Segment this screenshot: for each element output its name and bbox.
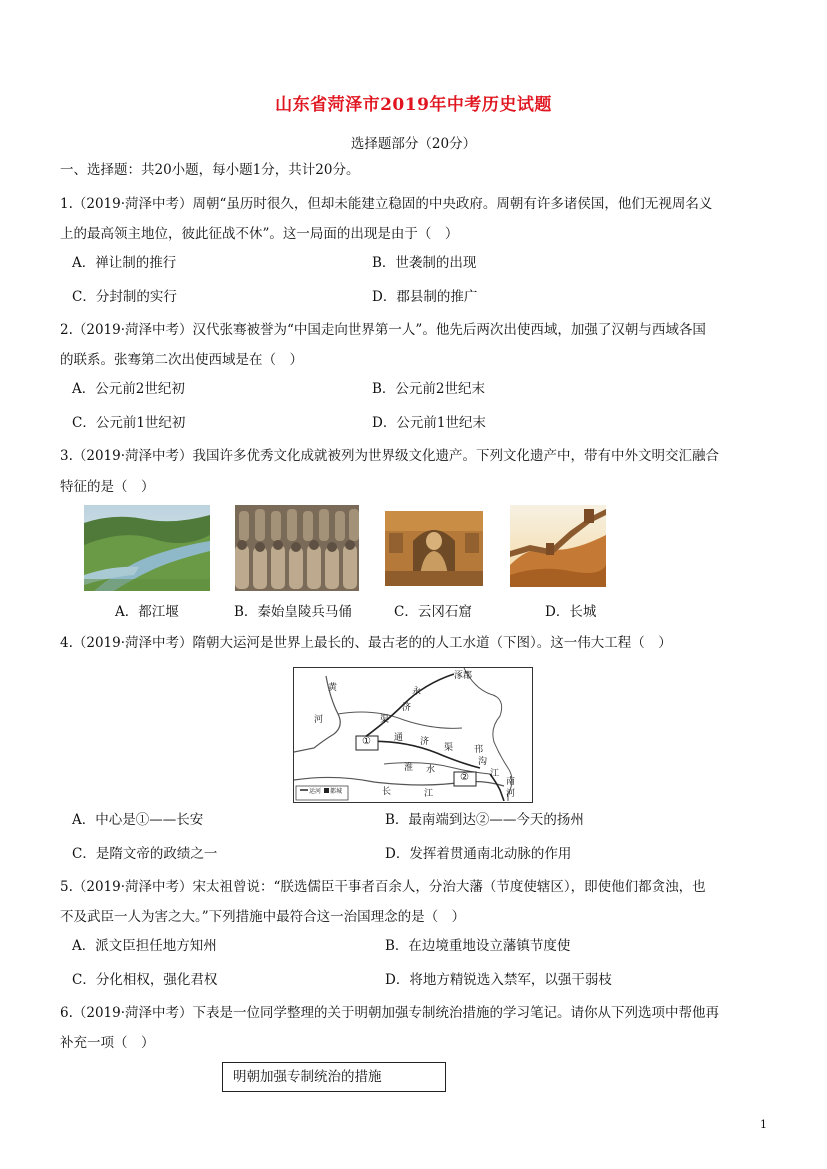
question-3-option-a[interactable]: A．都江堰 [115,604,179,620]
terracotta-warriors-photo [235,505,359,591]
map-label-qu-2: 渠 [444,743,454,753]
question-2-option-c[interactable]: C．公元前1世纪初 [72,415,186,431]
question-5-line-2: 不及武臣一人为害之大。”下列措施中最符合这一治国理念的是（ ） [60,909,466,925]
map-label-huai: 淮 [404,763,414,773]
question-4-option-d[interactable]: D．发挥着贯通南北动脉的作用 [385,846,572,862]
grand-canal-map [293,667,533,803]
question-1-option-a[interactable]: A．禅让制的推行 [72,255,177,271]
question-1-option-b[interactable]: B．世袭制的出现 [372,255,477,271]
map-label-han: 邗 [474,745,484,755]
map-label-ji-1: 济 [402,703,412,713]
question-1-line-1: 1.（2019·菏泽中考）周朝“虽历时很久，但却未能建立稳固的中央政府。周朝有许多诸侯国，他们无视周名义 [60,196,713,212]
map-label-tong: 通 [394,733,404,743]
map-label-shui: 水 [426,765,436,775]
question-4-option-c[interactable]: C．是隋文帝的政绩之一 [72,846,218,862]
question-2-option-a[interactable]: A．公元前2世纪初 [72,381,185,397]
map-label-huang: 黄 [328,683,338,693]
question-3-line-1: 3.（2019·菏泽中考）我国许多优秀文化成就被列为世界级文化遗产。下列文化遗产中，带有中外文明交汇融合 [60,448,720,464]
map-label-zhuojun: 涿郡 [454,671,473,681]
question-3-line-2: 特征的是（ ） [60,479,155,495]
section-heading: 一、选择题：共20小题，每小题1分，共计20分。 [60,162,360,178]
question-2-option-b[interactable]: B．公元前2世纪末 [372,381,486,397]
section-subtitle: 选择题部分（20分） [350,136,477,152]
question-3-option-d[interactable]: D．长城 [545,604,597,620]
question-2-option-d[interactable]: D．公元前1世纪末 [372,415,486,431]
map-label-gou: 沟 [478,757,488,767]
question-5-option-a[interactable]: A．派文臣担任地方知州 [72,938,217,954]
map-legend-canal: 运河 [309,788,322,795]
map-label-he-2: 河 [506,789,516,799]
map-legend-capital: 都城 [330,788,343,795]
map-label-jiang: 江 [490,769,500,779]
map-label-chang: 长 [382,787,392,797]
question-4-option-a[interactable]: A．中心是①——长安 [72,812,204,828]
map-marker-1: ① [362,736,371,747]
question-1-line-2: 上的最高领主地位，彼此征战不休”。这一局面的出现是由于（ ） [60,226,459,242]
question-4-option-b[interactable]: B．最南端到达②——今天的扬州 [385,812,584,828]
map-marker-2: ② [460,772,469,783]
page-number: 1 [760,1118,767,1131]
map-label-qu-1: 渠 [380,715,390,725]
question-6-line-2: 补充一项（ ） [60,1035,155,1051]
question-5-option-c[interactable]: C．分化相权，强化君权 [72,972,218,988]
map-label-nan: 南 [506,777,516,787]
question-4-line-1: 4.（2019·菏泽中考）隋朝大运河是世界上最长的、最古老的的人工水道（下图）。这一伟大工程（ ） [60,635,672,651]
map-label-ji-2: 济 [420,737,430,747]
question-1-option-d[interactable]: D．郡县制的推广 [372,289,478,305]
question-2-line-1: 2.（2019·菏泽中考）汉代张骞被誉为“中国走向世界第一人”。他先后两次出使西域，加强了汉朝与西域各国 [60,322,706,338]
question-5-line-1: 5.（2019·菏泽中考）宋太祖曾说：“朕选儒臣干事者百余人，分治大藩（节度使辖区），即使他们都贪浊，也 [60,879,706,895]
dujiangyan-photo [84,505,210,591]
question-3-option-c[interactable]: C．云冈石窟 [394,604,472,620]
question-6-line-1: 6.（2019·菏泽中考）下表是一位同学整理的关于明朝加强专制统治措施的学习笔记。请你从下列选项中帮他再 [60,1005,720,1021]
page-title: 山东省菏泽市2019年中考历史试题 [275,95,552,115]
question-1-option-c[interactable]: C．分封制的实行 [72,289,177,305]
yungang-grottoes-photo [385,511,483,586]
great-wall-photo [510,505,606,587]
question-2-line-2: 的联系。张骞第二次出使西域是在（ ） [60,352,303,368]
map-label-he: 河 [314,715,324,725]
question-5-option-d[interactable]: D．将地方精锐选入禁军，以强干弱枝 [385,972,612,988]
question-3-option-b[interactable]: B．秦始皇陵兵马俑 [234,604,352,620]
question-5-option-b[interactable]: B．在边境重地设立藩镇节度使 [385,938,571,954]
map-label-yong: 永 [412,687,422,697]
table-header-cell: 明朝加强专制统治的措施 [222,1062,446,1092]
map-label-jiang-2: 江 [424,789,434,799]
